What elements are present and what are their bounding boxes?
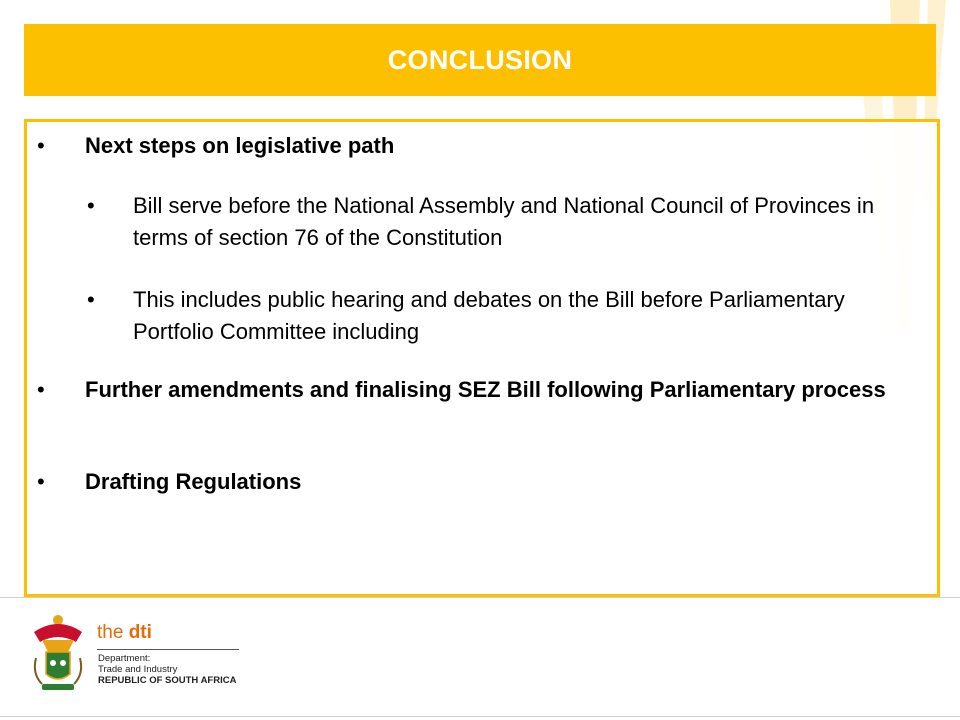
title-bar: [24, 24, 936, 96]
sub-bullet-public-hearing: This includes public hearing and debates on the Bill before Parliamentary Portfolio Committee including: [133, 287, 845, 344]
slide-title: CONCLUSION: [387, 44, 573, 75]
bullet-marker: •: [37, 469, 45, 494]
bullet-marker: •: [87, 287, 95, 312]
footer-divider-bottom: [0, 716, 960, 717]
department-text: [98, 653, 236, 686]
coat-of-arms-icon: [28, 612, 88, 694]
sub-bullet-national-assembly: Bill serve before the National Assembly and National Council of Provinces in terms of section 76 of the Constitution: [133, 193, 875, 250]
logo-rule: [97, 649, 239, 650]
logo-prefix: the: [97, 622, 124, 643]
dept-line-3: REPUBLIC OF SOUTH AFRICA: [98, 675, 237, 686]
bullet-next-steps: Next steps on legislative path: [85, 133, 395, 158]
bullet-marker: •: [37, 133, 45, 158]
dept-line-1: Department:: [98, 653, 151, 664]
dept-line-2: Trade and Industry: [98, 664, 178, 675]
dti-logo: [97, 622, 152, 644]
footer-divider-top: [0, 597, 960, 598]
logo-name: dti: [128, 622, 152, 643]
bullet-further-amendments: Further amendments and finalising SEZ Bill following Parliamentary process: [85, 377, 886, 402]
bullet-marker: •: [37, 377, 45, 402]
content-box: [24, 119, 940, 597]
bullet-marker: •: [87, 193, 95, 218]
bullet-drafting-regulations: Drafting Regulations: [85, 469, 302, 494]
